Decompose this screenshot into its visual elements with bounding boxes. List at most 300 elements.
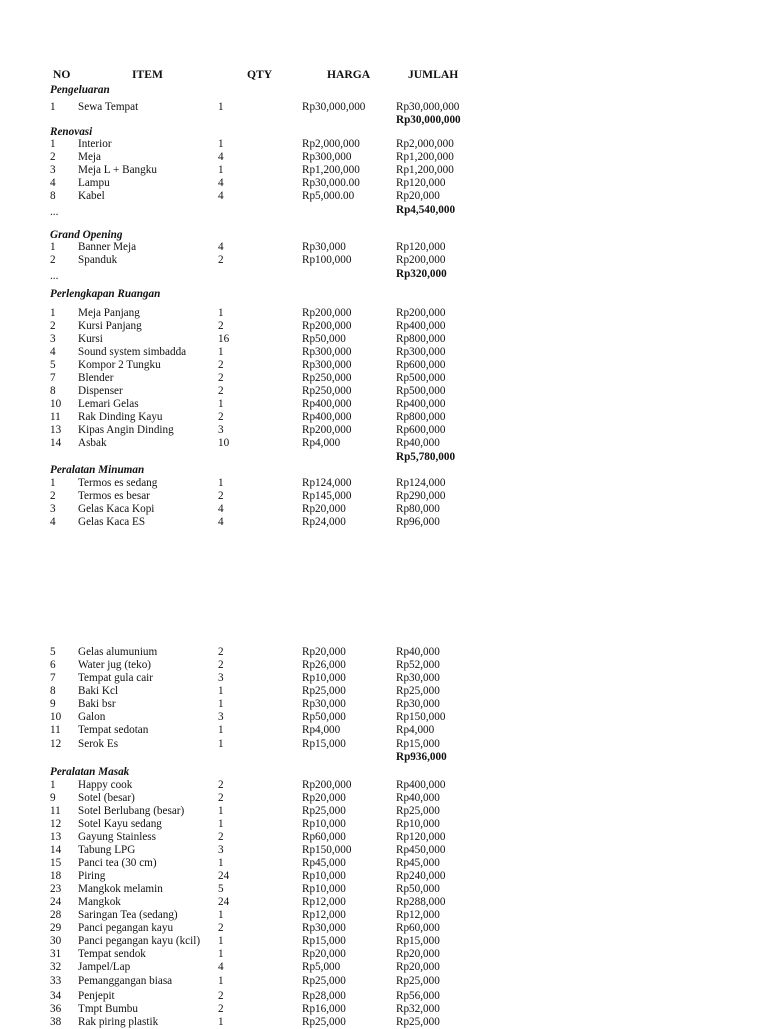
row-item: Panci tea (30 cm) — [78, 857, 157, 869]
row-no: 4 — [50, 516, 56, 528]
row-no: 28 — [50, 909, 62, 921]
header-jumlah: JUMLAH — [408, 68, 459, 81]
row-no: 3 — [50, 164, 56, 176]
subtotal-value: Rp936,000 — [396, 751, 447, 763]
row-harga: Rp12,000 — [302, 896, 346, 908]
row-item: Asbak — [78, 437, 107, 449]
row-item: Galon — [78, 711, 106, 723]
row-no: 18 — [50, 870, 62, 882]
row-item: Mangkok — [78, 896, 121, 908]
row-item: Blender — [78, 372, 114, 384]
row-no: 8 — [50, 385, 56, 397]
section-title: Perlengkapan Ruangan — [50, 288, 161, 300]
row-item: Panci pegangan kayu — [78, 922, 174, 934]
subtotal-value: Rp5,780,000 — [396, 451, 456, 463]
row-qty: 1 — [218, 346, 224, 358]
row-jumlah: Rp15,000 — [396, 935, 440, 947]
table-row — [0, 411, 768, 424]
row-qty: 4 — [218, 961, 224, 973]
row-qty: 2 — [218, 320, 224, 332]
table-row — [0, 424, 768, 437]
row-no: 14 — [50, 437, 62, 449]
row-qty: 4 — [218, 503, 224, 515]
row-item: Penjepit — [78, 990, 115, 1002]
row-harga: Rp16,000 — [302, 1003, 346, 1015]
table-row — [0, 241, 768, 254]
row-no: 5 — [50, 359, 56, 371]
row-jumlah: Rp25,000 — [396, 1016, 440, 1028]
row-harga: Rp28,000 — [302, 990, 346, 1002]
row-harga: Rp5,000 — [302, 961, 341, 973]
row-qty: 24 — [218, 896, 230, 908]
row-harga: Rp200,000 — [302, 424, 352, 436]
row-item: Termos es sedang — [78, 477, 158, 489]
row-item: Gelas Kaca Kopi — [78, 503, 155, 515]
row-jumlah: Rp30,000 — [396, 698, 440, 710]
row-jumlah: Rp500,000 — [396, 372, 446, 384]
section-title: Peralatan Minuman — [50, 464, 145, 476]
row-qty: 2 — [218, 359, 224, 371]
row-qty: 1 — [218, 724, 224, 736]
row-item: Meja Panjang — [78, 307, 140, 319]
row-jumlah: Rp800,000 — [396, 333, 446, 345]
row-harga: Rp145,000 — [302, 490, 352, 502]
row-harga: Rp250,000 — [302, 385, 352, 397]
row-harga: Rp150,000 — [302, 844, 352, 856]
section-title: Pengeluaran — [50, 84, 110, 96]
table-row — [0, 818, 768, 831]
row-jumlah: Rp25,000 — [396, 975, 440, 987]
table-row — [0, 792, 768, 805]
table-row — [0, 398, 768, 411]
row-harga: Rp400,000 — [302, 398, 352, 410]
row-qty: 2 — [218, 1003, 224, 1015]
table-row — [0, 477, 768, 490]
row-item: Rak piring plastik — [78, 1016, 159, 1028]
table-row — [0, 177, 768, 190]
table-row — [0, 307, 768, 320]
table-row — [0, 254, 768, 267]
subtotal-value: Rp4,540,000 — [396, 204, 456, 216]
row-jumlah: Rp120,000 — [396, 831, 446, 843]
row-qty: 2 — [218, 646, 224, 658]
row-no: 12 — [50, 738, 62, 750]
row-jumlah: Rp124,000 — [396, 477, 446, 489]
row-qty: 24 — [218, 870, 230, 882]
row-harga: Rp25,000 — [302, 685, 346, 697]
row-no: 2 — [50, 254, 56, 266]
row-qty: 1 — [218, 164, 224, 176]
row-item: Gelas Kaca ES — [78, 516, 146, 528]
row-qty: 2 — [218, 659, 224, 671]
row-jumlah: Rp40,000 — [396, 646, 440, 658]
row-no: 1 — [50, 779, 56, 791]
row-jumlah: Rp450,000 — [396, 844, 446, 856]
row-harga: Rp5,000.00 — [302, 190, 355, 202]
row-harga: Rp300,000 — [302, 346, 352, 358]
row-qty: 2 — [218, 831, 224, 843]
row-harga: Rp250,000 — [302, 372, 352, 384]
row-qty: 4 — [218, 177, 224, 189]
row-harga: Rp200,000 — [302, 320, 352, 332]
row-harga: Rp200,000 — [302, 779, 352, 791]
row-jumlah: Rp20,000 — [396, 948, 440, 960]
table-row — [0, 320, 768, 333]
row-jumlah: Rp40,000 — [396, 437, 440, 449]
row-no: 3 — [50, 333, 56, 345]
row-jumlah: Rp45,000 — [396, 857, 440, 869]
row-harga: Rp15,000 — [302, 935, 346, 947]
row-item: Mangkok melamin — [78, 883, 163, 895]
row-jumlah: Rp80,000 — [396, 503, 440, 515]
row-qty: 1 — [218, 935, 224, 947]
row-harga: Rp300,000 — [302, 359, 352, 371]
table-row — [0, 990, 768, 1003]
row-harga: Rp4,000 — [302, 724, 341, 736]
row-no: 2 — [50, 490, 56, 502]
row-qty: 2 — [218, 372, 224, 384]
row-no: 13 — [50, 424, 62, 436]
table-row — [0, 935, 768, 948]
row-item: Tempat sedotan — [78, 724, 149, 736]
row-jumlah: Rp290,000 — [396, 490, 446, 502]
table-row — [0, 948, 768, 961]
row-item: Kursi Panjang — [78, 320, 142, 332]
row-jumlah: Rp25,000 — [396, 805, 440, 817]
row-qty: 2 — [218, 385, 224, 397]
row-qty: 1 — [218, 138, 224, 150]
row-qty: 3 — [218, 844, 224, 856]
row-item: Dispenser — [78, 385, 123, 397]
row-item: Pemanggangan biasa — [78, 975, 173, 987]
subtotal-row — [0, 751, 768, 764]
row-qty: 16 — [218, 333, 230, 345]
row-harga: Rp200,000 — [302, 307, 352, 319]
row-qty: 10 — [218, 437, 230, 449]
row-item: Piring — [78, 870, 106, 882]
row-no: 10 — [50, 711, 62, 723]
row-jumlah: Rp32,000 — [396, 1003, 440, 1015]
row-harga: Rp15,000 — [302, 738, 346, 750]
row-item: Banner Meja — [78, 241, 137, 253]
row-qty: 1 — [218, 818, 224, 830]
row-item: Baki bsr — [78, 698, 116, 710]
row-qty: 1 — [218, 477, 224, 489]
row-qty: 1 — [218, 698, 224, 710]
row-qty: 5 — [218, 883, 224, 895]
table-row — [0, 385, 768, 398]
table-row — [0, 685, 768, 698]
row-harga: Rp26,000 — [302, 659, 346, 671]
row-item: Tabung LPG — [78, 844, 136, 856]
row-harga: Rp30,000,000 — [302, 101, 366, 113]
row-qty: 1 — [218, 398, 224, 410]
section-heading — [0, 766, 768, 779]
row-no: 5 — [50, 646, 56, 658]
row-harga: Rp100,000 — [302, 254, 352, 266]
row-item: Gelas alumunium — [78, 646, 158, 658]
row-no: 13 — [50, 831, 62, 843]
row-no: 11 — [50, 805, 61, 817]
row-item: Kompor 2 Tungku — [78, 359, 161, 371]
table-row — [0, 909, 768, 922]
row-jumlah: Rp30,000,000 — [396, 101, 460, 113]
row-harga: Rp30,000.00 — [302, 177, 360, 189]
table-row — [0, 659, 768, 672]
table-row — [0, 346, 768, 359]
row-harga: Rp300,000 — [302, 151, 352, 163]
table-row — [0, 831, 768, 844]
row-item: Spanduk — [78, 254, 118, 266]
table-row — [0, 138, 768, 151]
row-jumlah: Rp500,000 — [396, 385, 446, 397]
row-no: 33 — [50, 975, 62, 987]
row-item: Tmpt Bumbu — [78, 1003, 138, 1015]
row-qty: 1 — [218, 805, 224, 817]
row-qty: 2 — [218, 411, 224, 423]
row-no: 1 — [50, 307, 56, 319]
row-harga: Rp20,000 — [302, 792, 346, 804]
row-item: Rak Dinding Kayu — [78, 411, 163, 423]
table-row — [0, 151, 768, 164]
row-item: Kabel — [78, 190, 105, 202]
row-harga: Rp400,000 — [302, 411, 352, 423]
section-heading — [0, 464, 768, 477]
table-row — [0, 646, 768, 659]
row-item: Baki Kcl — [78, 685, 119, 697]
row-no: 30 — [50, 935, 62, 947]
row-harga: Rp25,000 — [302, 805, 346, 817]
row-jumlah: Rp20,000 — [396, 961, 440, 973]
table-row — [0, 503, 768, 516]
row-qty: 1 — [218, 857, 224, 869]
row-harga: Rp25,000 — [302, 975, 346, 987]
row-harga: Rp20,000 — [302, 646, 346, 658]
row-no: 10 — [50, 398, 62, 410]
table-row — [0, 1016, 768, 1029]
table-row — [0, 883, 768, 896]
row-qty: 4 — [218, 241, 224, 253]
row-harga: Rp20,000 — [302, 503, 346, 515]
table-row — [0, 672, 768, 685]
row-harga: Rp10,000 — [302, 883, 346, 895]
row-no: 4 — [50, 346, 56, 358]
row-item: Water jug (teko) — [78, 659, 152, 671]
row-harga: Rp30,000 — [302, 922, 346, 934]
row-harga: Rp30,000 — [302, 241, 346, 253]
table-row — [0, 190, 768, 203]
row-jumlah: Rp600,000 — [396, 359, 446, 371]
subtotal-value: Rp320,000 — [396, 268, 447, 280]
row-jumlah: Rp400,000 — [396, 398, 446, 410]
table-row — [0, 711, 768, 724]
row-harga: Rp2,000,000 — [302, 138, 360, 150]
row-no: 6 — [50, 659, 56, 671]
subtotal-row — [0, 451, 768, 464]
header-harga: HARGA — [327, 68, 371, 81]
row-item: Tempat sendok — [78, 948, 146, 960]
row-item: Lampu — [78, 177, 110, 189]
row-item: Lemari Gelas — [78, 398, 139, 410]
row-qty: 4 — [218, 516, 224, 528]
row-no: 4 — [50, 177, 56, 189]
row-harga: Rp24,000 — [302, 516, 346, 528]
row-qty: 4 — [218, 190, 224, 202]
table-row — [0, 359, 768, 372]
row-jumlah: Rp400,000 — [396, 320, 446, 332]
row-jumlah: Rp40,000 — [396, 792, 440, 804]
subtotal-value: Rp30,000,000 — [396, 114, 461, 126]
row-jumlah: Rp20,000 — [396, 190, 440, 202]
row-qty: 2 — [218, 922, 224, 934]
row-no: 1 — [50, 241, 56, 253]
row-no: 1 — [50, 477, 56, 489]
row-jumlah: Rp120,000 — [396, 177, 446, 189]
header-item: ITEM — [132, 68, 163, 81]
row-jumlah: Rp400,000 — [396, 779, 446, 791]
row-item: Gayung Stainless — [78, 831, 156, 843]
row-jumlah: Rp96,000 — [396, 516, 440, 528]
row-no: 7 — [50, 372, 56, 384]
table-row — [0, 805, 768, 818]
row-harga: Rp10,000 — [302, 818, 346, 830]
section-title: Peralatan Masak — [50, 766, 130, 778]
row-harga: Rp50,000 — [302, 333, 346, 345]
ellipsis-row — [0, 270, 768, 283]
row-harga: Rp4,000 — [302, 437, 341, 449]
row-no: 14 — [50, 844, 62, 856]
row-harga: Rp25,000 — [302, 1016, 346, 1028]
ellipsis-text: ... — [50, 206, 59, 218]
row-jumlah: Rp15,000 — [396, 738, 440, 750]
row-jumlah: Rp150,000 — [396, 711, 446, 723]
section-title: Grand Opening — [50, 229, 123, 241]
row-harga: Rp20,000 — [302, 948, 346, 960]
row-no: 1 — [50, 138, 56, 150]
row-qty: 2 — [218, 990, 224, 1002]
row-jumlah: Rp4,000 — [396, 724, 435, 736]
row-jumlah: Rp2,000,000 — [396, 138, 454, 150]
row-no: 15 — [50, 857, 62, 869]
row-harga: Rp60,000 — [302, 831, 346, 843]
row-jumlah: Rp50,000 — [396, 883, 440, 895]
row-qty: 1 — [218, 1016, 224, 1028]
row-no: 32 — [50, 961, 62, 973]
row-jumlah: Rp800,000 — [396, 411, 446, 423]
table-row — [0, 779, 768, 792]
row-no: 34 — [50, 990, 62, 1002]
table-row — [0, 922, 768, 935]
row-qty: 1 — [218, 738, 224, 750]
row-qty: 2 — [218, 779, 224, 791]
row-qty: 1 — [218, 975, 224, 987]
ellipsis-row — [0, 206, 768, 219]
table-row — [0, 724, 768, 737]
table-row — [0, 490, 768, 503]
section-title: Renovasi — [50, 126, 93, 138]
row-no: 2 — [50, 320, 56, 332]
table-row — [0, 870, 768, 883]
row-no: 8 — [50, 190, 56, 202]
row-jumlah: Rp600,000 — [396, 424, 446, 436]
row-qty: 1 — [218, 685, 224, 697]
row-jumlah: Rp12,000 — [396, 909, 440, 921]
section-heading — [0, 84, 768, 97]
section-heading — [0, 288, 768, 301]
row-no: 29 — [50, 922, 62, 934]
row-jumlah: Rp200,000 — [396, 307, 446, 319]
row-item: Jampel/Lap — [78, 961, 131, 973]
table-row — [0, 698, 768, 711]
header-qty: QTY — [247, 68, 273, 81]
row-item: Sotel (besar) — [78, 792, 135, 804]
row-no: 31 — [50, 948, 62, 960]
row-harga: Rp124,000 — [302, 477, 352, 489]
ellipsis-text: ... — [50, 270, 59, 282]
row-jumlah: Rp56,000 — [396, 990, 440, 1002]
row-qty: 1 — [218, 909, 224, 921]
row-qty: 2 — [218, 490, 224, 502]
row-qty: 3 — [218, 672, 224, 684]
row-jumlah: Rp240,000 — [396, 870, 446, 882]
row-harga: Rp30,000 — [302, 698, 346, 710]
row-no: 9 — [50, 698, 56, 710]
row-qty: 4 — [218, 151, 224, 163]
row-no: 38 — [50, 1016, 62, 1028]
table-row — [0, 164, 768, 177]
table-row — [0, 1003, 768, 1016]
row-no: 2 — [50, 151, 56, 163]
table-row — [0, 437, 768, 450]
row-jumlah: Rp300,000 — [396, 346, 446, 358]
row-harga: Rp10,000 — [302, 870, 346, 882]
row-item: Sotel Berlubang (besar) — [78, 805, 185, 817]
row-item: Sotel Kayu sedang — [78, 818, 162, 830]
table-row — [0, 101, 768, 114]
row-no: 23 — [50, 883, 62, 895]
row-qty: 2 — [218, 792, 224, 804]
table-row — [0, 844, 768, 857]
row-harga: Rp1,200,000 — [302, 164, 360, 176]
row-no: 11 — [50, 411, 61, 423]
row-no: 24 — [50, 896, 62, 908]
row-harga: Rp45,000 — [302, 857, 346, 869]
row-jumlah: Rp120,000 — [396, 241, 446, 253]
row-item: Saringan Tea (sedang) — [78, 909, 178, 921]
row-jumlah: Rp1,200,000 — [396, 164, 454, 176]
row-jumlah: Rp10,000 — [396, 818, 440, 830]
row-qty: 1 — [218, 307, 224, 319]
row-item: Meja L + Bangku — [78, 164, 157, 176]
table-header — [0, 68, 768, 81]
header-no: NO — [53, 68, 71, 81]
row-item: Kursi — [78, 333, 103, 345]
row-qty: 2 — [218, 254, 224, 266]
row-item: Kipas Angin Dinding — [78, 424, 174, 436]
row-item: Tempat gula cair — [78, 672, 154, 684]
row-no: 11 — [50, 724, 61, 736]
row-no: 12 — [50, 818, 62, 830]
row-no: 3 — [50, 503, 56, 515]
table-row — [0, 961, 768, 974]
table-row — [0, 372, 768, 385]
row-no: 36 — [50, 1003, 62, 1015]
table-row — [0, 738, 768, 751]
row-no: 8 — [50, 685, 56, 697]
row-item: Panci pegangan kayu (kcil) — [78, 935, 201, 947]
row-jumlah: Rp1,200,000 — [396, 151, 454, 163]
row-no: 9 — [50, 792, 56, 804]
